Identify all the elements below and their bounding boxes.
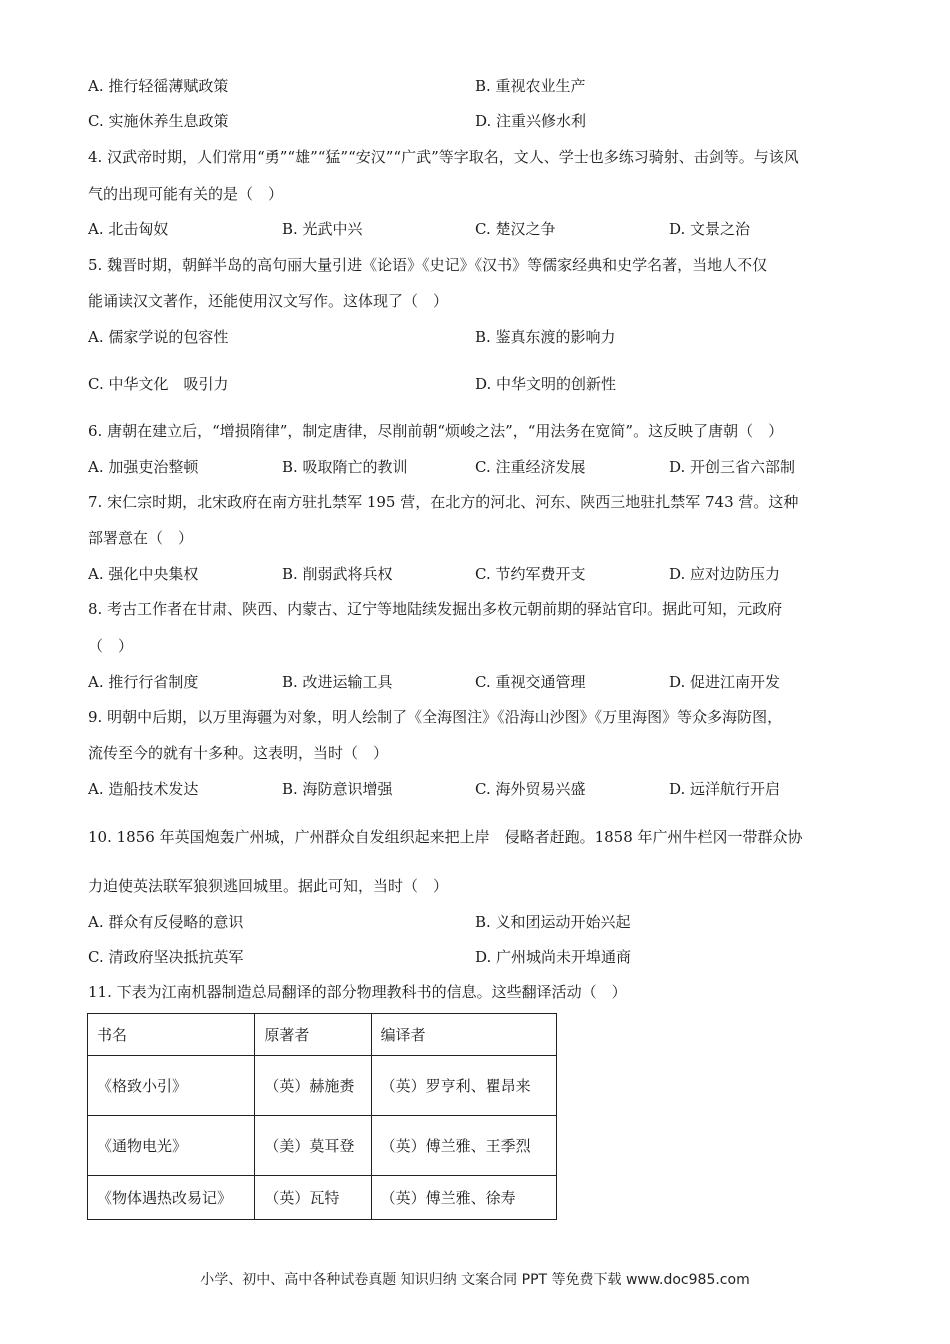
q5-option-c: C. 中华文化 吸引力 [88,375,229,393]
q7-option-d: D. 应对边防压力 [669,565,781,583]
q11-stem-line1: 11. 下表为江南机器制造总局翻译的部分物理教科书的信息。这些翻译活动（ ） [88,983,627,1001]
q6-stem-line1: 6. 唐朝在建立后，“增损隋律”，制定唐律，尽削前朝“烦峻之法”，“用法务在宽简”。这反映了唐朝（ ） [88,422,784,440]
q4-option-d: D. 文景之治 [669,220,751,238]
q7-option-c: C. 节约军费开支 [475,565,586,583]
q9-stem-line1: 9. 明朝中后期，以万里海疆为对象，明人绘制了《全海图注》《沿海山沙图》《万里海图》等众多海防图， [88,708,783,726]
cell-translator: （英）罗亨利、瞿昂来 [371,1056,556,1116]
header-original-author: 原著者 [255,1014,371,1056]
q4-stem-line2: 气的出现可能有关的是（ ） [88,185,284,203]
q9-option-d: D. 远洋航行开启 [669,780,781,798]
q8-option-b: B. 改进运输工具 [282,673,393,691]
q3-option-b: B. 重视农业生产 [475,77,586,95]
q10-stem-line2: 力迫使英法联军狼狈逃回城里。据此可知，当时（ ） [88,877,449,895]
cell-book-title: 《通物电光》 [88,1116,255,1176]
q10-stem-line1: 10. 1856 年英国炮轰广州城，广州群众自发组织起来把上岸 侵略者赶跑。1858 年广州牛栏冈一带群众协 [88,828,803,846]
q9-option-b: B. 海防意识增强 [282,780,393,798]
table-row [88,1176,557,1220]
q10-option-d: D. 广州城尚未开埠通商 [475,948,632,966]
cell-translator: （英）傅兰雅、徐寿 [371,1176,556,1220]
table-row [88,1116,557,1176]
q6-option-d: D. 开创三省六部制 [669,458,796,476]
q10-option-a: A. 群众有反侵略的意识 [88,913,244,931]
cell-original-author: （美）莫耳登 [255,1116,371,1176]
q7-option-b: B. 削弱武将兵权 [282,565,393,583]
table-row [88,1056,557,1116]
q7-stem-line2: 部署意在（ ） [88,529,194,547]
q3-option-a: A. 推行轻徭薄赋政策 [88,77,229,95]
q8-option-c: C. 重视交通管理 [475,673,586,691]
q7-stem-line1: 7. 宋仁宗时期，北宋政府在南方驻扎禁军 195 营，在北方的河北、河东、陕西三地驻扎禁军 743 营。这种 [88,493,799,511]
q4-stem-line1: 4. 汉武帝时期，人们常用“勇”“雄”“猛”“安汉”“广武”等字取名，文人、学士也多练习骑射、击剑等。与该风 [88,148,799,166]
q5-stem-line1: 5. 魏晋时期，朝鲜半岛的高句丽大量引进《论语》《史记》《汉书》等儒家经典和史学名著，当地人不仅 [88,256,768,274]
q8-stem-line2: （ ） [88,637,134,655]
q10-option-c: C. 清政府坚决抵抗英军 [88,948,244,966]
cell-original-author: （英）瓦特 [255,1176,371,1220]
q5-option-b: B. 鉴真东渡的影响力 [475,328,616,346]
table-header-row [88,1014,557,1056]
q3-option-c: C. 实施休养生息政策 [88,112,229,130]
textbook-table [87,1013,557,1220]
q7-option-a: A. 强化中央集权 [88,565,199,583]
q4-option-c: C. 楚汉之争 [475,220,556,238]
q6-option-a: A. 加强吏治整顿 [88,458,199,476]
q6-option-c: C. 注重经济发展 [475,458,586,476]
q9-option-c: C. 海外贸易兴盛 [475,780,586,798]
q9-option-a: A. 造船技术发达 [88,780,199,798]
q8-option-a: A. 推行行省制度 [88,673,199,691]
q9-stem-line2: 流传至今的就有十多种。这表明，当时（ ） [88,744,389,762]
q5-option-a: A. 儒家学说的包容性 [88,328,229,346]
q5-stem-line2: 能诵读汉文著作，还能使用汉文写作。这体现了（ ） [88,292,449,310]
cell-translator: （英）傅兰雅、王季烈 [371,1116,556,1176]
q4-option-b: B. 光武中兴 [282,220,363,238]
cell-book-title: 《格致小引》 [88,1056,255,1116]
q5-option-d: D. 中华文明的创新性 [475,375,617,393]
page-footer: 小学、初中、高中各种试卷真题 知识归纳 文案合同 PPT 等免费下载 www.doc985.com [200,1272,750,1288]
cell-book-title: 《物体遇热改易记》 [88,1176,255,1220]
header-translator: 编译者 [371,1014,556,1056]
q3-option-d: D. 注重兴修水利 [475,112,587,130]
q4-option-a: A. 北击匈奴 [88,220,169,238]
q6-option-b: B. 吸取隋亡的教训 [282,458,408,476]
q8-option-d: D. 促进江南开发 [669,673,781,691]
q8-stem-line1: 8. 考古工作者在甘肃、陕西、内蒙古、辽宁等地陆续发掘出多枚元朝前期的驿站官印。据此可知，元政府 [88,600,783,618]
header-book-title: 书名 [88,1014,255,1056]
cell-original-author: （英）赫施赉 [255,1056,371,1116]
q10-option-b: B. 义和团运动开始兴起 [475,913,631,931]
